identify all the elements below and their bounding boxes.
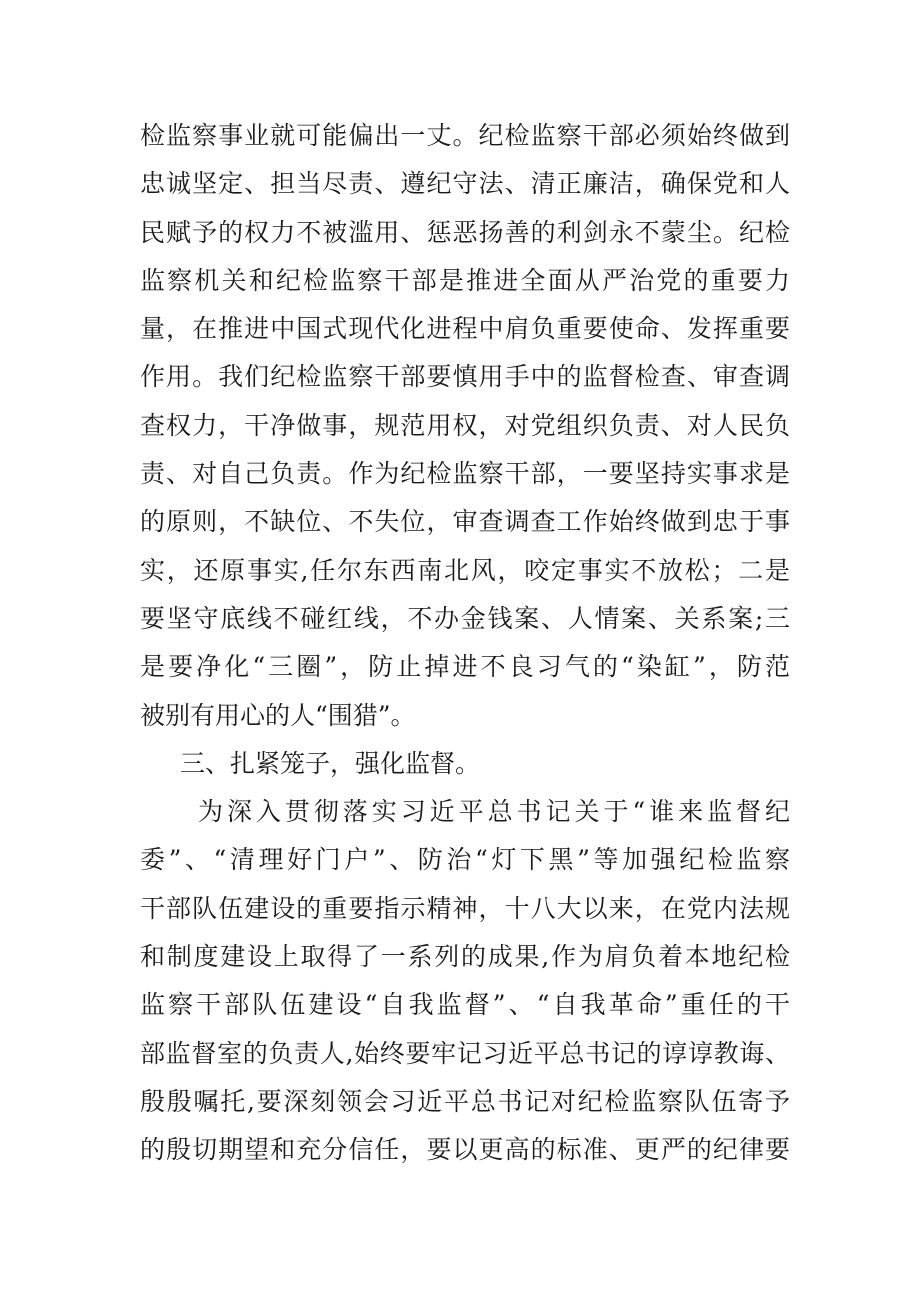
paragraph-line: 委”、“清理好门户”、防治“灯下黑”等加强纪检监察: [140, 845, 790, 875]
paragraph-line: 忠诚坚定、担当尽责、遵纪守法、清正廉洁，确保党和人: [140, 169, 790, 199]
paragraph-line: 殷殷嘱托,要深刻领会习近平总书记对纪检监察队伍寄予: [140, 1086, 790, 1116]
paragraph-line: 民赋予的权力不被滥用、惩恶扬善的利剑永不蒙尘。纪检: [140, 217, 790, 247]
body-text: [140, 112, 790, 1175]
paragraph-line: 部监督室的负责人,始终要牢记习近平总书记的谆谆教诲、: [140, 1038, 790, 1068]
paragraph-line: 被别有用心的人“围猎”。: [140, 700, 416, 730]
paragraph-line: 干部队伍建设的重要指示精神，十八大以来，在党内法规: [140, 893, 790, 923]
paragraph-line: 为深入贯彻落实习近平总书记关于“谁来监督纪: [198, 797, 790, 827]
paragraph-line: 是要净化“三圈”，防止掉进不良习气的“染缸”，防范: [140, 652, 790, 682]
paragraph-line: 实，还原事实,任尔东西南北风，咬定事实不放松；二是: [140, 555, 790, 585]
paragraph-line: 量，在推进中国式现代化进程中肩负重要使命、发挥重要: [140, 314, 790, 344]
paragraph-line: 查权力，干净做事，规范用权，对党组织负责、对人民负: [140, 410, 790, 440]
paragraph-line: 的殷切期望和充分信任，要以更高的标准、更严的纪律要: [140, 1135, 790, 1165]
paragraph-line: 监察机关和纪检监察干部是推进全面从严治党的重要力: [140, 265, 790, 295]
paragraph-line: 的原则，不缺位、不失位，审查调查工作始终做到忠于事: [140, 507, 790, 537]
section-heading: 三、扎紧笼子，强化监督。: [180, 748, 481, 778]
paragraph-line: 作用。我们纪检监察干部要慎用手中的监督检查、审查调: [140, 362, 790, 392]
paragraph-line: 监察干部队伍建设“自我监督”、“自我革命”重任的干: [140, 990, 790, 1020]
paragraph-line: 检监察事业就可能偏出一丈。纪检监察干部必须始终做到: [140, 121, 790, 150]
paragraph-line: 要坚守底线不碰红线，不办金钱案、人情案、关系案;三: [140, 603, 790, 633]
paragraph-line: 和制度建设上取得了一系列的成果,作为肩负着本地纪检: [140, 942, 790, 972]
paragraph-line: 责、对自己负责。作为纪检监察干部，一要坚持实事求是: [140, 459, 790, 489]
